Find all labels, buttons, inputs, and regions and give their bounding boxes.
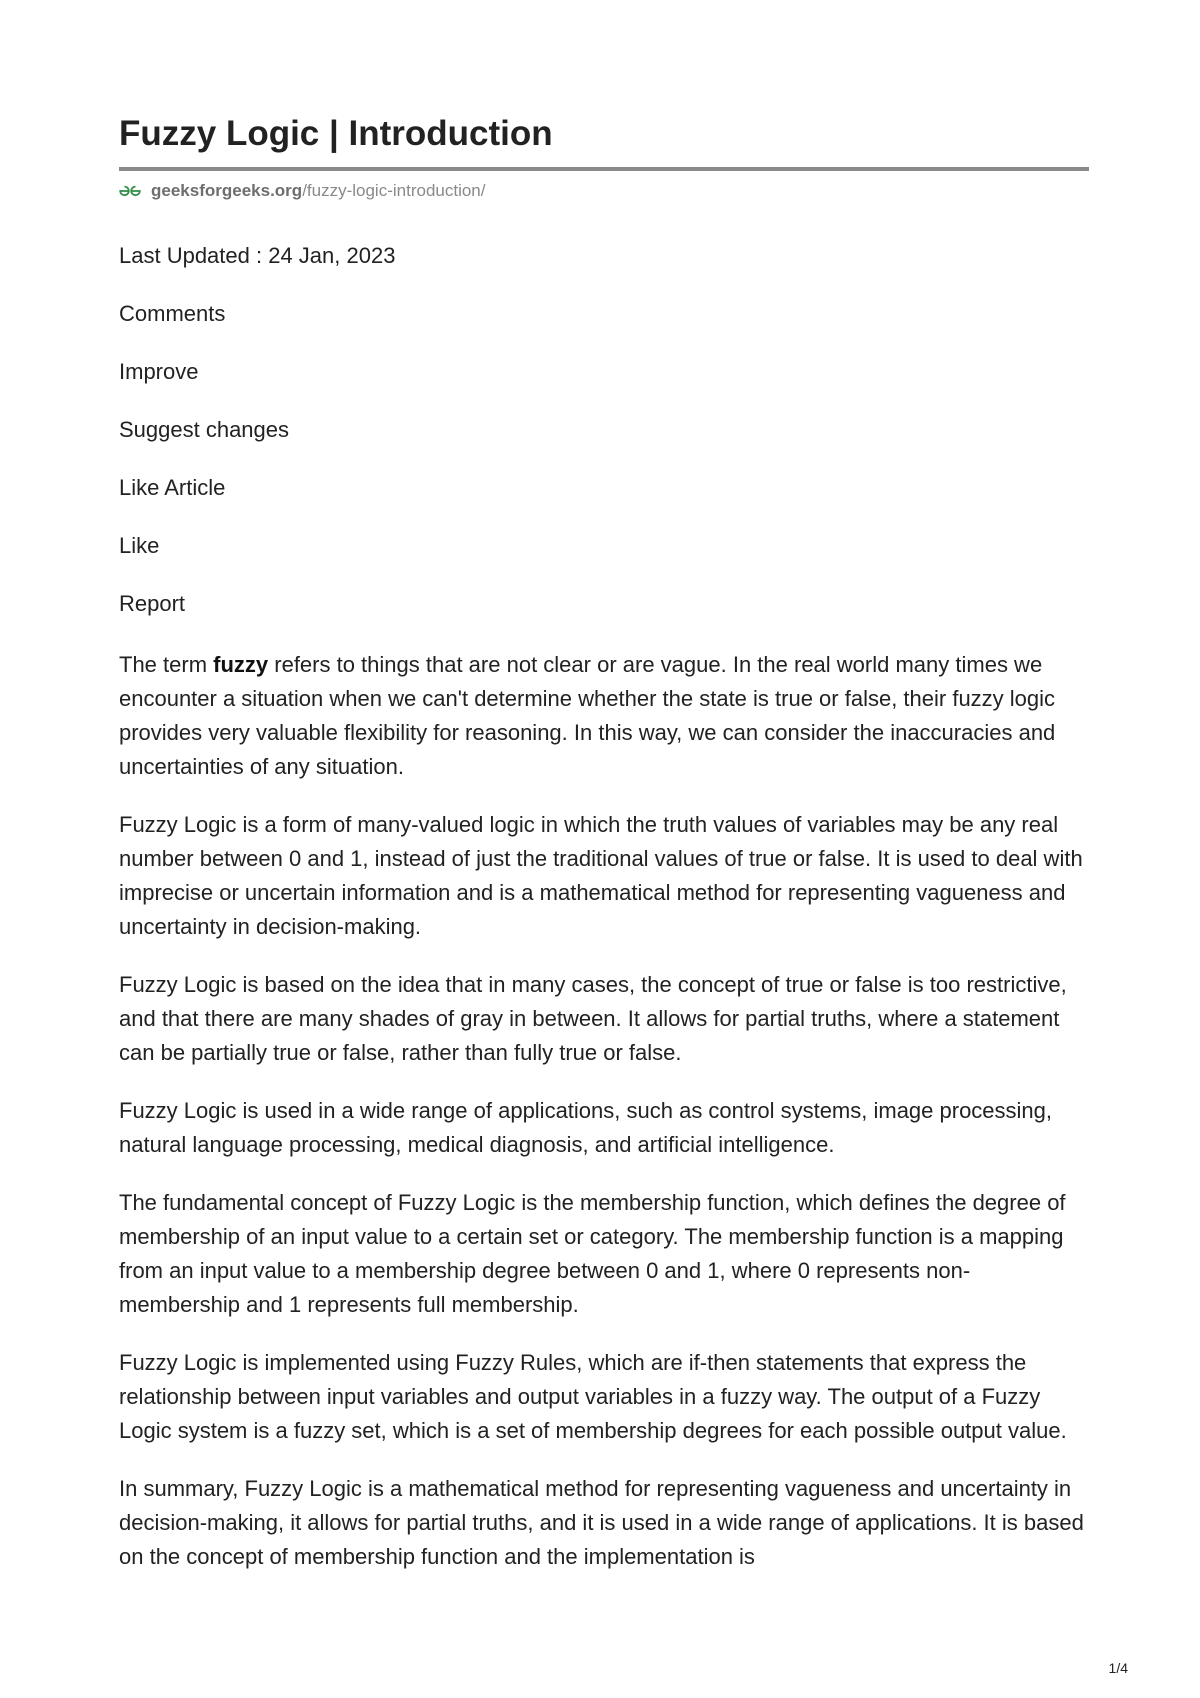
intro-paragraph	[119, 648, 1089, 784]
page-number: 1/4	[1108, 1660, 1128, 1676]
intro-suffix: refers to things that are not clear or are vague. In the real world many times we encounter a situation when we can't determine whether the state is true or false, their fuzzy logic provides very valuable flexibility for reasoning. In this way, we can consider the inaccuracies and uncertainties of any situation.	[119, 652, 1056, 779]
paragraph: Fuzzy Logic is a form of many-valued logic in which the truth values of variables may be any real number between 0 and 1, instead of just the traditional values of true or false. It is used to deal with imprecise or uncertain information and is a mathematical method for representing vagueness and uncertainty in decision-making.	[119, 812, 1083, 939]
paragraph: Fuzzy Logic is used in a wide range of applications, such as control systems, image processing, natural language processing, medical diagnosis, and artificial intelligence.	[119, 1098, 1053, 1157]
intro-prefix: The term	[119, 652, 214, 677]
article-meta	[119, 242, 395, 648]
article-body	[119, 648, 1089, 1598]
page-title: Fuzzy Logic | Introduction	[119, 114, 553, 153]
paragraph: The fundamental concept of Fuzzy Logic is the membership function, which defines the degree of membership of an input value to a certain set or category. The membership function is a mapping from an input value to a membership degree between 0 and 1, where 0 represents non-membership and 1 represents full membership.	[119, 1190, 1066, 1317]
improve-link[interactable]: Improve	[119, 359, 199, 384]
intro-bold-term: fuzzy	[213, 652, 269, 677]
like-link[interactable]: Like	[119, 533, 160, 558]
comments-link[interactable]: Comments	[119, 301, 226, 326]
paragraph: Fuzzy Logic is based on the idea that in many cases, the concept of true or false is too restrictive, and that there are many shades of gray in between. It allows for partial truths, where a statement can be partially true or false, rather than fully true or false.	[119, 972, 1067, 1065]
paragraph: In summary, Fuzzy Logic is a mathematical method for representing vagueness and uncertainty in decision-making, it allows for partial truths, and it is used in a wide range of applications. It is based on the concept of membership function and the implementation is	[119, 1476, 1084, 1569]
suggest-changes-link[interactable]: Suggest changes	[119, 417, 290, 442]
last-updated: Last Updated : 24 Jan, 2023	[119, 243, 396, 268]
source-domain: geeksforgeeks.org	[151, 181, 303, 200]
title-divider	[119, 167, 1089, 171]
like-article-link[interactable]: Like Article	[119, 475, 226, 500]
source-link[interactable]	[119, 180, 486, 202]
source-path: /fuzzy-logic-introduction/	[302, 181, 486, 200]
gfg-logo-icon	[119, 184, 141, 198]
paragraph: Fuzzy Logic is implemented using Fuzzy Rules, which are if-then statements that express the relationship between input variables and output variables in a fuzzy way. The output of a Fuzzy Logic system is a fuzzy set, which is a set of membership degrees for each possible output value.	[119, 1350, 1067, 1443]
report-link[interactable]: Report	[119, 591, 186, 616]
